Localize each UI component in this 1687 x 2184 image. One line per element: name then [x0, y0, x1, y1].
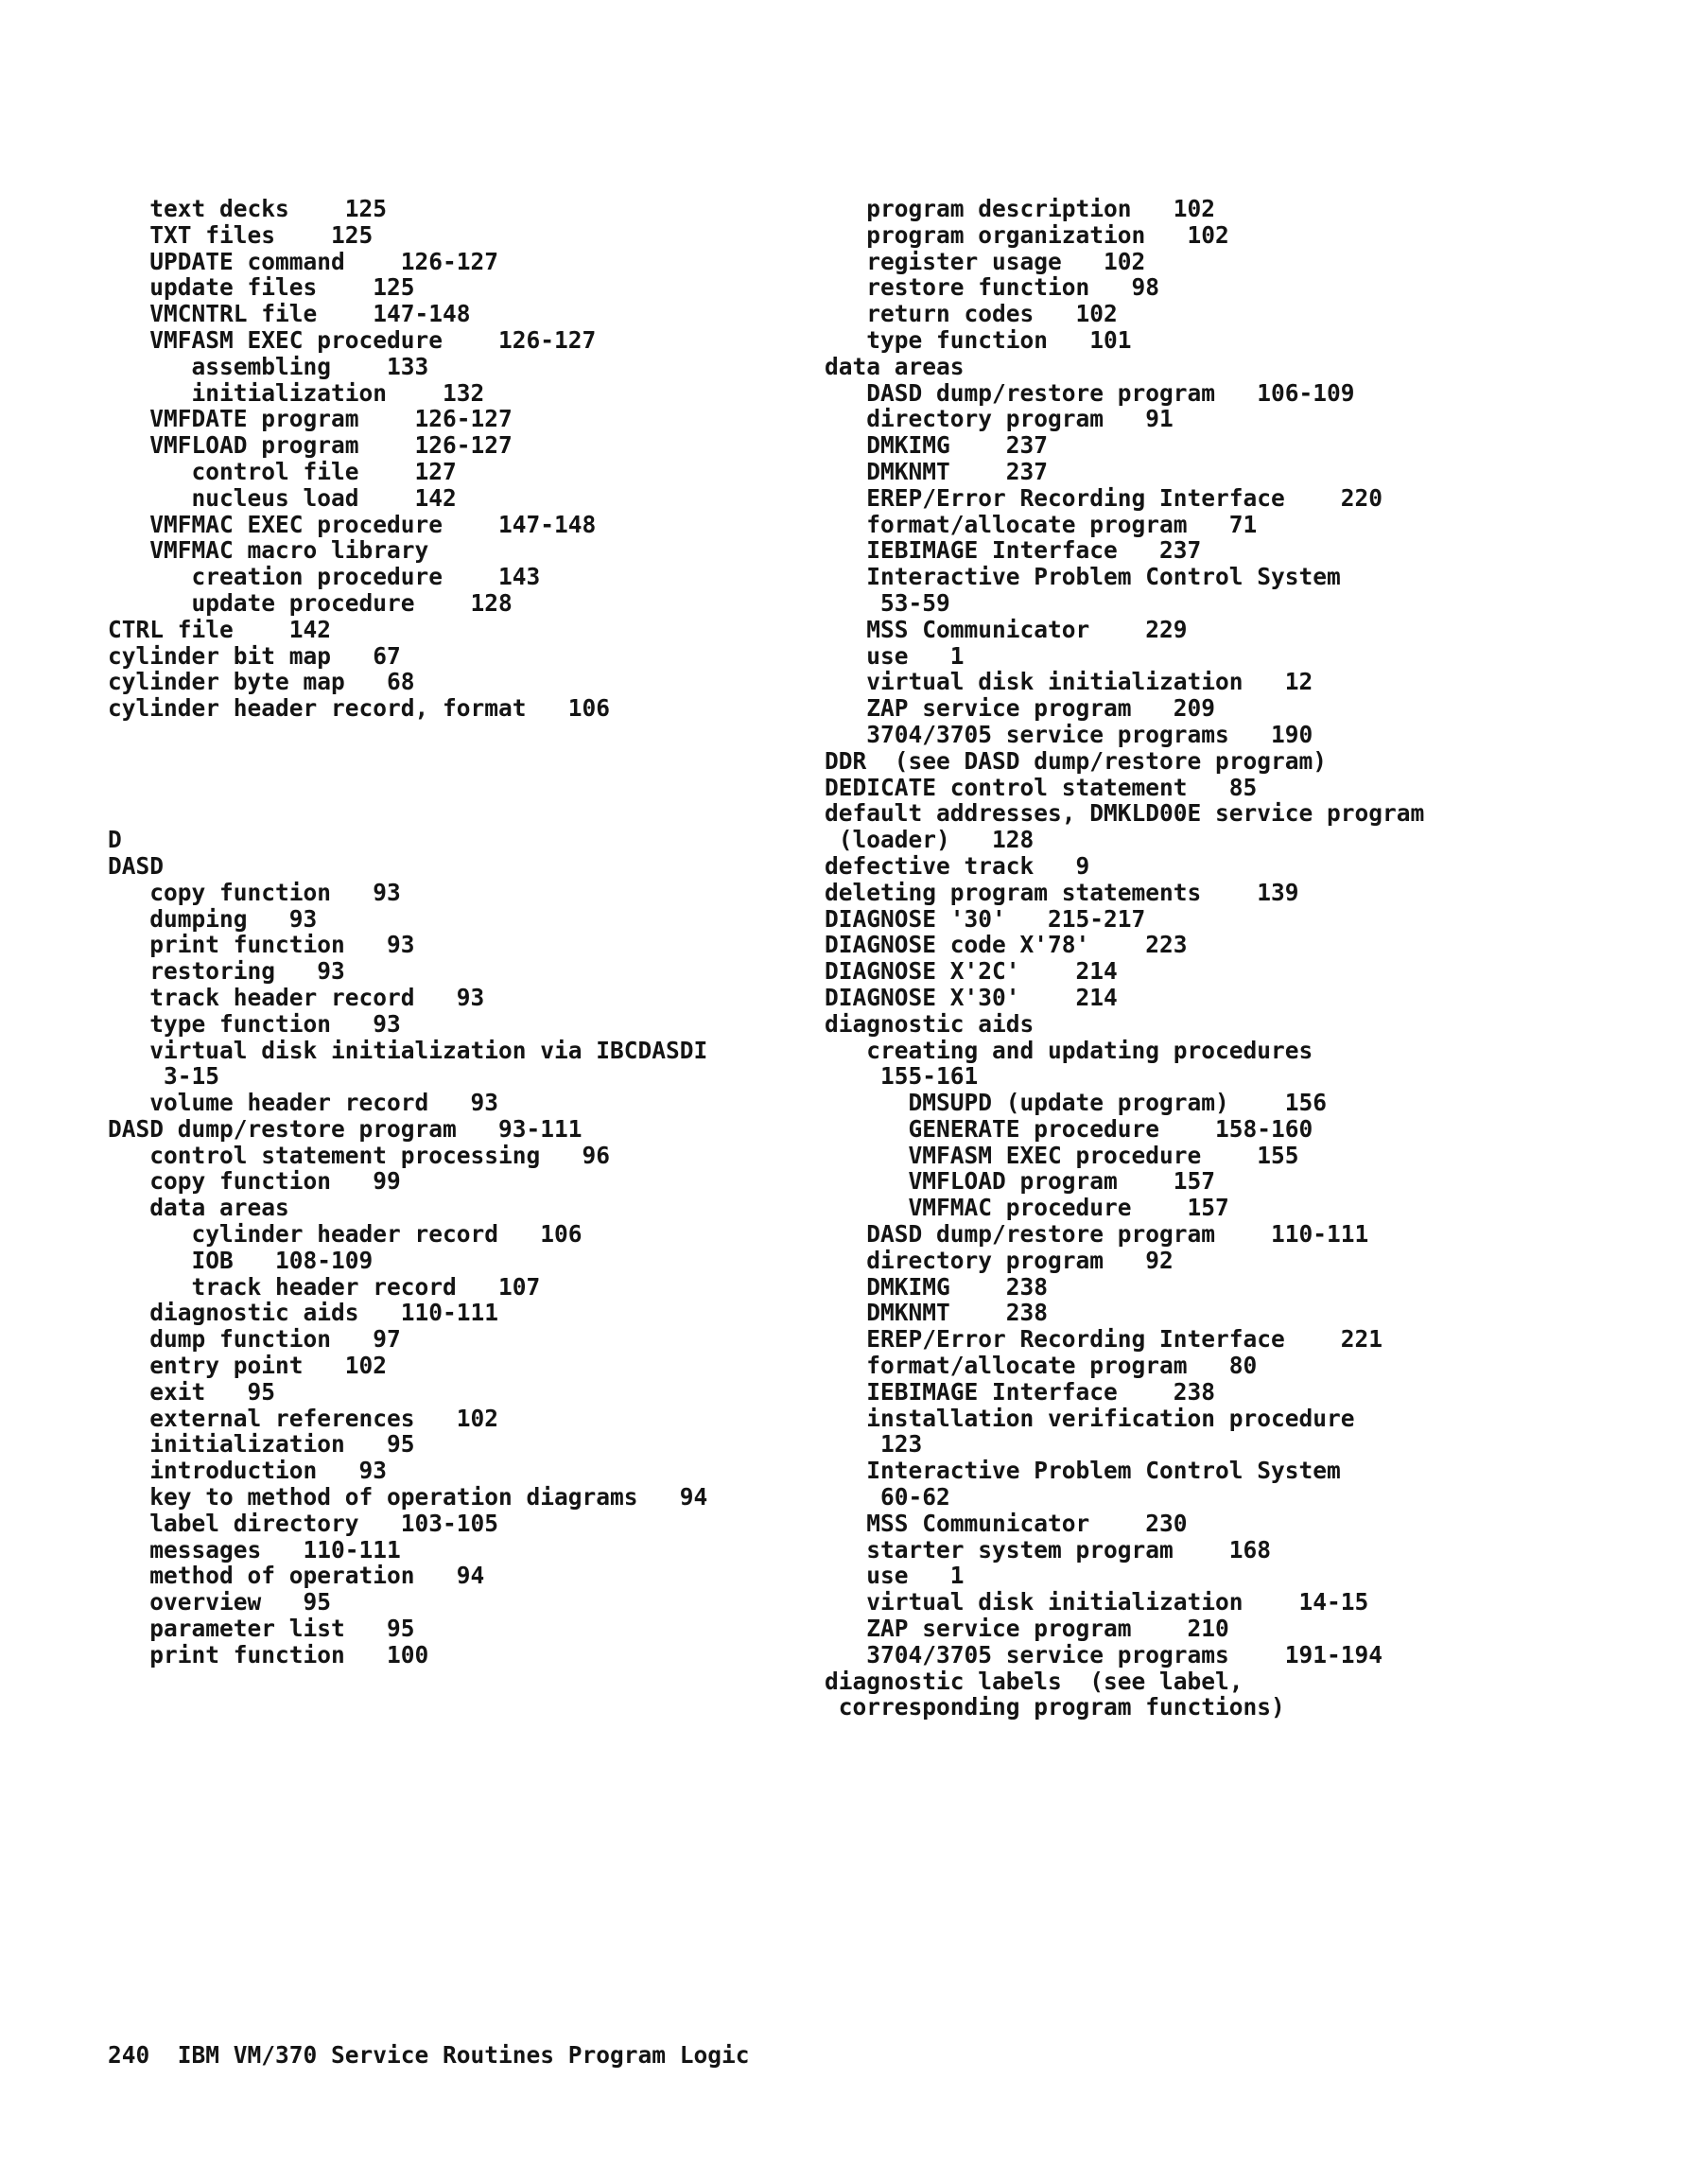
index-entry: DASD dump/restore program 106-109: [825, 378, 1355, 407]
index-entry: type function 93: [108, 1009, 401, 1038]
index-entry: track header record 107: [108, 1272, 541, 1301]
index-entry: update files 125: [108, 273, 415, 302]
index-entry: TXT files 125: [108, 220, 374, 249]
index-entry: IEBIMAGE Interface 237: [825, 536, 1202, 565]
index-entry: label directory 103-105: [108, 1509, 499, 1537]
index-entry: ZAP service program 209: [825, 694, 1216, 723]
index-entry: D: [108, 826, 122, 854]
index-entry: copy function 99: [108, 1167, 401, 1196]
index-entry: print function 93: [108, 931, 415, 959]
index-entry: [108, 800, 864, 827]
index-entry: track header record 93: [108, 983, 485, 1011]
index-entry: 123: [825, 1430, 923, 1459]
index-entry: creation procedure 143: [108, 563, 541, 591]
index-entry: VMFLOAD program 157: [825, 1167, 1216, 1196]
page-footer: 240 IBM VM/370 Service Routines Program Logic: [108, 2041, 750, 2069]
index-entry: 3704/3705 service programs 190: [825, 720, 1313, 748]
index-entry: DMKIMG 237: [825, 431, 1049, 460]
index-entry: cylinder bit map 67: [108, 641, 401, 670]
index-entry: dump function 97: [108, 1325, 401, 1354]
index-entry: CTRL file 142: [108, 615, 332, 643]
index-entry: installation verification procedure: [825, 1404, 1355, 1432]
index-entry: Interactive Problem Control System: [825, 563, 1341, 591]
index-entry: cylinder byte map 68: [108, 668, 415, 696]
index-entry: Interactive Problem Control System: [825, 1457, 1341, 1485]
index-entry: directory program 92: [825, 1246, 1174, 1274]
index-entry: EREP/Error Recording Interface 221: [825, 1325, 1383, 1354]
index-entry: DEDICATE control statement 85: [825, 773, 1258, 801]
index-entry: DIAGNOSE code X'78' 223: [825, 931, 1188, 959]
index-entry: 155-161: [825, 1062, 979, 1091]
index-entry: program organization 102: [825, 220, 1229, 249]
index-entry: format/allocate program 71: [825, 510, 1258, 538]
index-entry: VMFDATE program 126-127: [108, 405, 513, 433]
index-entry: virtual disk initialization via IBCDASDI: [108, 1036, 708, 1064]
index-entry: volume header record 93: [108, 1089, 499, 1117]
index-entry: data areas: [108, 1194, 289, 1222]
index-entry: MSS Communicator 230: [825, 1509, 1188, 1537]
index-entry: return codes 102: [825, 300, 1118, 328]
index-entry: virtual disk initialization 14-15: [825, 1588, 1369, 1616]
index-entry: initialization 95: [108, 1430, 415, 1459]
index-entry: format/allocate program 80: [825, 1352, 1258, 1380]
index-entry: restoring 93: [108, 957, 345, 986]
index-entry: VMFMAC macro library: [108, 536, 429, 565]
index-entry: IEBIMAGE Interface 238: [825, 1377, 1216, 1406]
index-entry: default addresses, DMKLD00E service program: [825, 799, 1425, 828]
index-entry: parameter list 95: [108, 1615, 415, 1643]
index-entry: copy function 93: [108, 878, 401, 906]
index-entry: UPDATE command 126-127: [108, 247, 499, 275]
index-entry: IOB 108-109: [108, 1246, 374, 1274]
index-entry: MSS Communicator 229: [825, 615, 1188, 643]
index-entry: DIAGNOSE '30' 215-217: [825, 904, 1146, 933]
index-entry: VMFASM EXEC procedure 155: [825, 1141, 1299, 1169]
index-entry: key to method of operation diagrams 94: [108, 1483, 708, 1511]
index-entry: restore function 98: [825, 273, 1160, 302]
index-entry: messages 110-111: [108, 1535, 401, 1564]
index-entry: GENERATE procedure 158-160: [825, 1114, 1313, 1143]
index-entry: overview 95: [108, 1588, 332, 1616]
index-entry: DMKNMT 238: [825, 1299, 1049, 1327]
index-entry: VMFMAC procedure 157: [825, 1194, 1229, 1222]
index-entry: 53-59: [825, 588, 950, 617]
index-entry: type function 101: [825, 325, 1132, 354]
index-entry: use 1: [825, 1562, 965, 1590]
index-entry: diagnostic labels (see label,: [825, 1667, 1244, 1695]
index-entry: update procedure 128: [108, 588, 513, 617]
index-entry: nucleus load 142: [108, 483, 457, 512]
index-entry: EREP/Error Recording Interface 220: [825, 483, 1383, 512]
index-entry: text decks 125: [108, 195, 388, 222]
index-entry: [108, 722, 864, 748]
index-entry: DIAGNOSE X'30' 214: [825, 983, 1118, 1011]
index-entry: 3-15: [108, 1062, 220, 1091]
index-entry: entry point 102: [108, 1352, 388, 1380]
index-entry: control statement processing 96: [108, 1141, 611, 1169]
index-entry: 60-62: [825, 1483, 950, 1511]
index-entry: (loader) 128: [825, 826, 1035, 854]
index-entry: diagnostic aids 110-111: [108, 1299, 499, 1327]
index-entry: VMFLOAD program 126-127: [108, 431, 513, 460]
index-entry: DASD dump/restore program 110-111: [825, 1220, 1369, 1249]
index-entry: initialization 132: [108, 378, 485, 407]
index-entry: DMKIMG 238: [825, 1272, 1049, 1301]
index-entry: exit 95: [108, 1377, 276, 1406]
index-entry: directory program 91: [825, 405, 1174, 433]
index-entry: assembling 133: [108, 352, 429, 380]
index-column-left: [108, 196, 864, 1669]
index-entry: register usage 102: [825, 247, 1146, 275]
index-entry: print function 100: [108, 1640, 429, 1669]
index-entry: VMFASM EXEC procedure 126-127: [108, 325, 597, 354]
index-entry: external references 102: [108, 1404, 499, 1432]
index-entry: data areas: [825, 352, 965, 380]
index-entry: method of operation 94: [108, 1562, 485, 1590]
index-entry: DMSUPD (update program) 156: [825, 1089, 1328, 1117]
index-entry: [108, 775, 864, 801]
index-entry: DDR (see DASD dump/restore program): [825, 746, 1328, 775]
index-entry: DASD: [108, 851, 165, 880]
index-entry: DIAGNOSE X'2C' 214: [825, 957, 1118, 986]
index-entry: control file 127: [108, 457, 457, 485]
index-entry: dumping 93: [108, 904, 318, 933]
index-entry: use 1: [825, 641, 965, 670]
index-entry: VMCNTRL file 147-148: [108, 300, 471, 328]
index-entry: DMKNMT 237: [825, 457, 1049, 485]
index-entry: starter system program 168: [825, 1535, 1272, 1564]
index-entry: [108, 748, 864, 775]
index-entry: defective track 9: [825, 851, 1090, 880]
index-entry: program description 102: [825, 195, 1216, 222]
index-entry: deleting program statements 139: [825, 878, 1299, 906]
index-entry: 3704/3705 service programs 191-194: [825, 1640, 1383, 1669]
index-entry: virtual disk initialization 12: [825, 668, 1313, 696]
index-entry: cylinder header record 106: [108, 1220, 583, 1249]
index-entry: VMFMAC EXEC procedure 147-148: [108, 510, 597, 538]
index-column-right: [825, 196, 1676, 1721]
index-entry: DASD dump/restore program 93-111: [108, 1114, 583, 1143]
index-entry: creating and updating procedures: [825, 1036, 1313, 1064]
index-entry: diagnostic aids: [825, 1009, 1035, 1038]
index-entry: cylinder header record, format 106: [108, 694, 611, 723]
index-entry: introduction 93: [108, 1457, 388, 1485]
index-entry: corresponding program functions): [825, 1693, 1285, 1721]
index-entry: ZAP service program 210: [825, 1615, 1229, 1643]
